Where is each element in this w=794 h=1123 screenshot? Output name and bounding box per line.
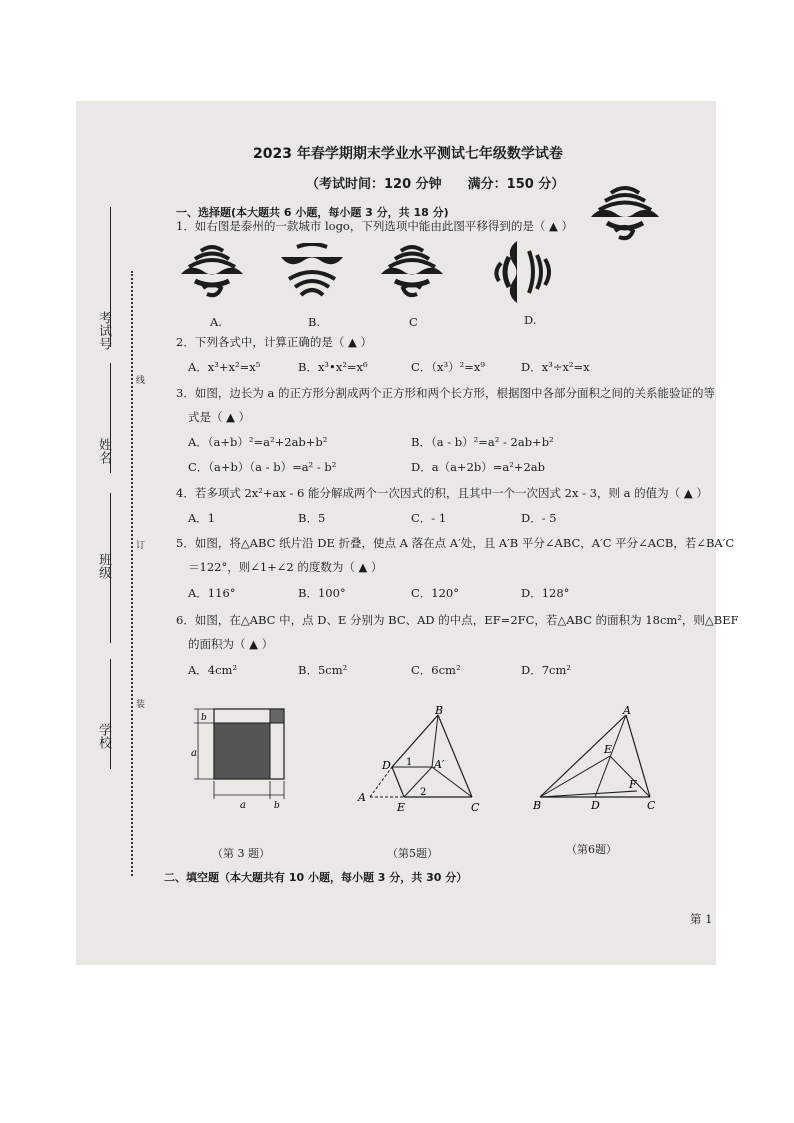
q1-label-d: D. [524,313,537,327]
figure-3-square-diagram [186,701,296,811]
q5-option-b: B．100° [298,586,346,600]
q3-option-c: C．（a+b）（a - b）=a² - b² [188,460,337,474]
q1-label-b: B. [308,315,321,329]
fig5-label-a: A [358,791,366,804]
option-a-logo [179,243,245,303]
fig6-label-a: A [623,705,631,717]
figure-6-caption: （第6题） [566,843,617,856]
q4-option-b: B．5 [298,511,326,525]
fig6-label-c: C [647,799,656,812]
q4-option-d: D．- 5 [521,511,557,525]
q2-option-c: C．（x³）²=x⁹ [411,360,485,374]
option-b-logo [279,243,345,303]
fig3-label-a-left: a [191,748,197,759]
fig3-label-a-bottom: a [240,800,246,811]
q2-option-b: B．x³•x²=x⁶ [298,360,368,374]
fig5-label-e: E [397,801,406,814]
section-2-heading: 二、填空题（本大题共有 10 小题，每小题 3 分，共 30 分） [164,871,468,884]
figure-5-triangle-fold [352,705,492,817]
fig6-label-d: D [591,799,600,812]
binding-line [131,271,133,876]
figure-3-caption: （第 3 题） [212,847,270,860]
question-3-line1: 3．如图，边长为 a 的正方形分割成两个正方形和两个长方形，根据图中各部分面积之间的关系能验证的等 [176,386,715,400]
class-label: 班级 [96,553,111,579]
fig5-label-d: D [382,759,391,772]
section-1-heading: 一、选择题(本大题共 6 小题，每小题 3 分，共 18 分) [176,206,449,219]
fig3-label-b-left: b [201,713,207,723]
fig6-label-f: F [629,778,637,791]
page-title: 2023 年春学期期末学业水平测试七年级数学试卷 [253,146,563,162]
q5-option-c: C．120° [411,586,459,600]
name-label: 姓名 [96,438,111,464]
q4-option-c: C．- 1 [411,511,447,525]
q6-option-c: C．6cm² [411,663,461,677]
school-underline [110,659,111,769]
fig6-label-e: E [604,743,613,756]
option-d-logo [489,239,555,305]
question-5-line2: ＝122°，则∠1+∠2 的度数为（ ▲ ） [188,560,383,574]
q1-label-a: A. [210,315,222,329]
q3-option-b: B．（a - b）²=a² - 2ab+b² [411,435,554,449]
question-1: 1．如右图是泰州的一款城市 logo，下列选项中能由此图平移得到的是（ ▲ ） [176,219,574,233]
fig6-label-b: B [533,799,542,812]
exam-paper [76,101,739,965]
question-5-line1: 5．如图，将△ABC 纸片沿 DE 折叠，使点 A 落在点 A′处，且 A′B 平分∠ABC，A′C 平分∠ACB，若∠BA′C [176,536,735,550]
city-logo-reference [589,183,661,249]
q5-option-a: A．116° [188,586,236,600]
fig3-label-b-bottom: b [274,801,280,811]
q1-label-c: C [409,315,418,329]
question-6-line2: 的面积为（ ▲ ） [188,637,274,651]
page-number: 第 1 [690,912,713,926]
q6-option-b: B．5cm² [298,663,348,677]
q2-option-d: D．x³÷x²=x [521,360,590,374]
fig5-label-c: C [471,801,480,814]
option-c-logo [379,243,445,303]
q6-option-a: A．4cm² [188,663,238,677]
binding-mark-line: 线 [136,376,146,386]
figure-5-caption: （第5题） [387,847,438,860]
fig5-label-1: 1 [406,757,413,768]
fig5-label-2: 2 [420,787,427,798]
school-label: 学校 [96,723,111,749]
exam-no-label: 考试号 [96,311,111,350]
question-2: 2．下列各式中，计算正确的是（ ▲ ） [176,335,372,349]
q4-option-a: A．1 [188,511,216,525]
q5-option-d: D．128° [521,586,570,600]
question-3-line2: 式是（ ▲ ） [188,410,251,424]
question-4: 4．若多项式 2x²+ax - 6 能分解成两个一次因式的积，且其中一个一次因式 2x - 3，则 a 的值为（ ▲ ） [176,486,708,500]
fig5-label-aprime: A′ [434,758,445,771]
binding-mark-zhuang: 装 [136,700,146,710]
figure-6-triangle [530,705,670,817]
exam-info: （考试时间：120 分钟 满分：150 分） [306,177,565,192]
q3-option-a: A．（a+b）²=a²+2ab+b² [188,435,328,449]
question-6-line1: 6．如图，在△ABC 中，点 D、E 分别为 BC、AD 的中点，EF=2FC，若△ABC 的面积为 18cm²，则△BEF [176,613,739,627]
fig5-label-b: B [435,705,444,717]
q2-option-a: A．x³+x²=x⁵ [188,360,261,374]
q3-option-d: D．a（a+2b）=a²+2ab [411,460,546,474]
q6-option-d: D．7cm² [521,663,571,677]
binding-mark-ding: 订 [136,541,146,551]
